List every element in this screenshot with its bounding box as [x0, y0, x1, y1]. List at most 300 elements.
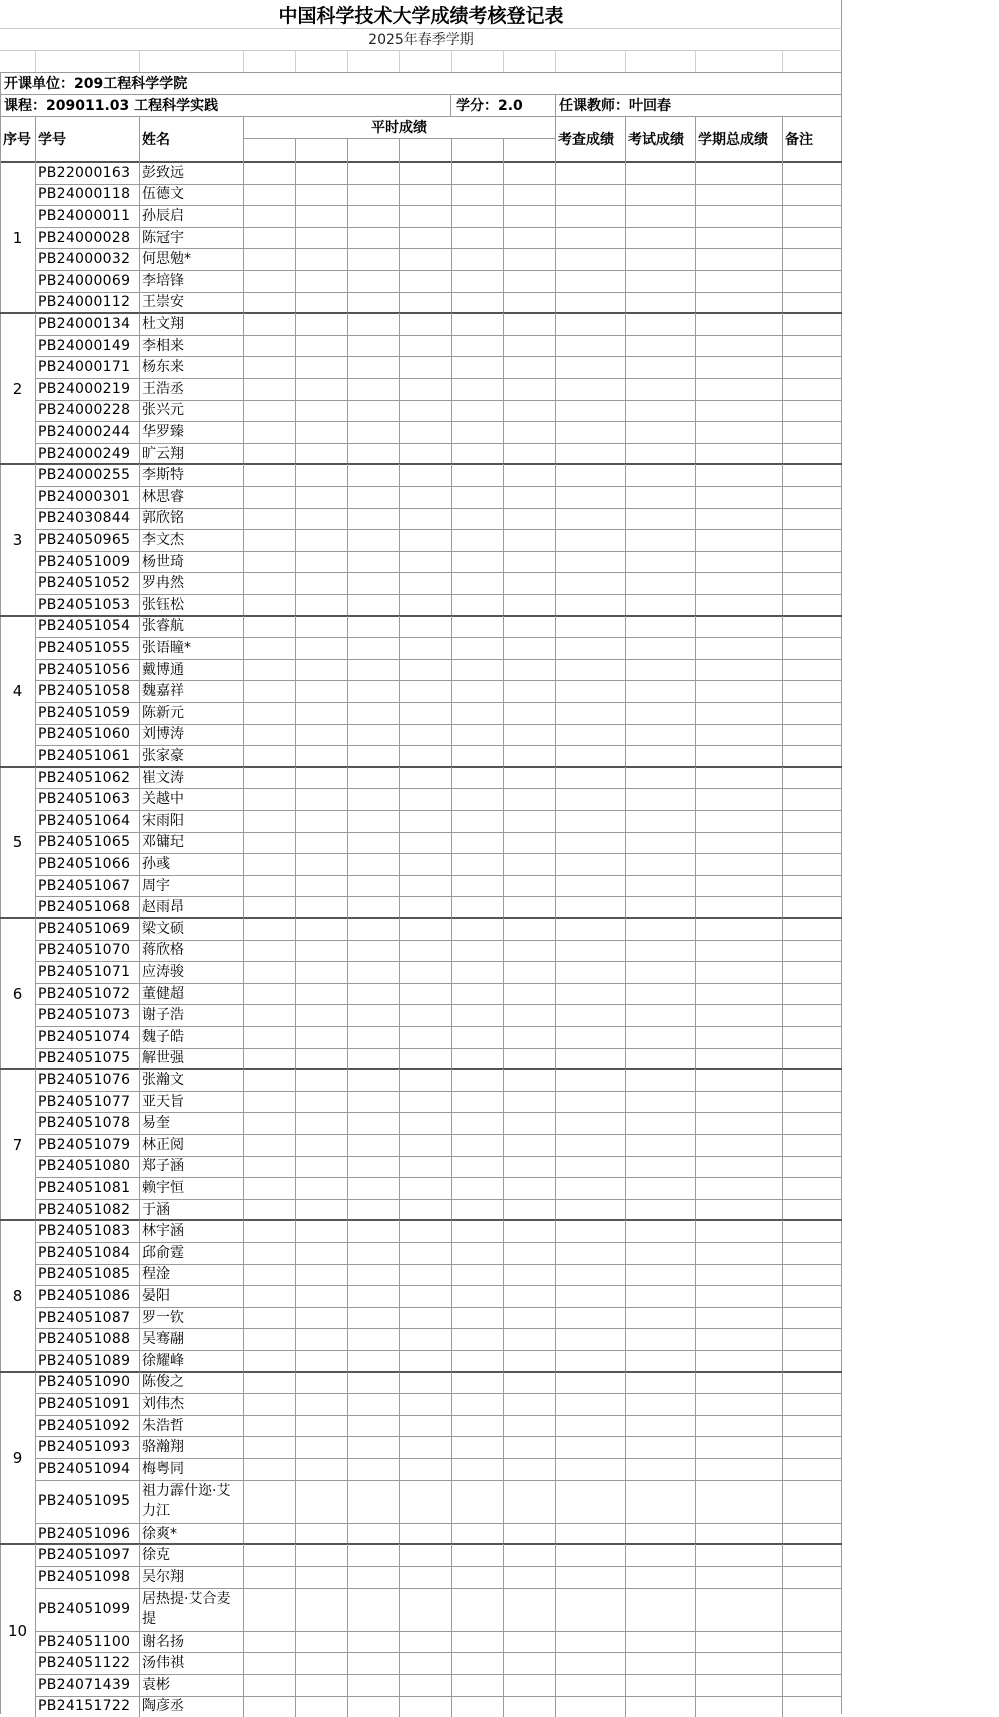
score-input-cell[interactable]: [399, 400, 451, 422]
score-input-cell[interactable]: [503, 335, 555, 357]
score-input-cell[interactable]: [625, 1566, 695, 1588]
score-input-cell[interactable]: [347, 313, 399, 335]
score-input-cell[interactable]: [782, 572, 842, 594]
score-input-cell[interactable]: [399, 205, 451, 227]
score-input-cell[interactable]: [503, 184, 555, 206]
score-input-cell[interactable]: [555, 162, 625, 184]
score-input-cell[interactable]: [782, 702, 842, 724]
score-input-cell[interactable]: [625, 1177, 695, 1199]
score-input-cell[interactable]: [451, 1242, 503, 1264]
score-input-cell[interactable]: [399, 551, 451, 573]
score-input-cell[interactable]: [451, 421, 503, 443]
score-input-cell[interactable]: [555, 1026, 625, 1048]
score-input-cell[interactable]: [503, 594, 555, 616]
score-input-cell[interactable]: [451, 1091, 503, 1113]
score-input-cell[interactable]: [243, 1674, 295, 1696]
score-input-cell[interactable]: [399, 832, 451, 854]
score-input-cell[interactable]: [399, 1220, 451, 1242]
score-input-cell[interactable]: [625, 1436, 695, 1458]
score-input-cell[interactable]: [503, 248, 555, 270]
score-input-cell[interactable]: [782, 1156, 842, 1178]
score-input-cell[interactable]: [451, 248, 503, 270]
score-input-cell[interactable]: [451, 1177, 503, 1199]
score-input-cell[interactable]: [399, 421, 451, 443]
score-input-cell[interactable]: [503, 1436, 555, 1458]
score-input-cell[interactable]: [695, 918, 782, 940]
score-input-cell[interactable]: [555, 832, 625, 854]
score-input-cell[interactable]: [243, 1199, 295, 1221]
score-input-cell[interactable]: [782, 1566, 842, 1588]
score-input-cell[interactable]: [503, 1199, 555, 1221]
score-input-cell[interactable]: [782, 313, 842, 335]
score-input-cell[interactable]: [399, 983, 451, 1005]
score-input-cell[interactable]: [295, 1242, 347, 1264]
score-input-cell[interactable]: [782, 616, 842, 638]
score-input-cell[interactable]: [347, 464, 399, 486]
score-input-cell[interactable]: [503, 162, 555, 184]
score-input-cell[interactable]: [625, 637, 695, 659]
score-input-cell[interactable]: [399, 896, 451, 918]
score-input-cell[interactable]: [347, 572, 399, 594]
score-input-cell[interactable]: [399, 270, 451, 292]
score-input-cell[interactable]: [503, 1177, 555, 1199]
score-input-cell[interactable]: [451, 875, 503, 897]
score-input-cell[interactable]: [503, 724, 555, 746]
score-input-cell[interactable]: [451, 508, 503, 530]
score-input-cell[interactable]: [347, 1242, 399, 1264]
score-input-cell[interactable]: [399, 1523, 451, 1545]
score-input-cell[interactable]: [695, 1177, 782, 1199]
score-input-cell[interactable]: [782, 270, 842, 292]
score-input-cell[interactable]: [347, 702, 399, 724]
score-input-cell[interactable]: [695, 1674, 782, 1696]
score-input-cell[interactable]: [399, 356, 451, 378]
score-input-cell[interactable]: [399, 1156, 451, 1178]
score-input-cell[interactable]: [347, 1091, 399, 1113]
score-input-cell[interactable]: [782, 443, 842, 465]
score-input-cell[interactable]: [782, 853, 842, 875]
score-input-cell[interactable]: [555, 1328, 625, 1350]
score-input-cell[interactable]: [555, 745, 625, 767]
score-input-cell[interactable]: [399, 1674, 451, 1696]
score-input-cell[interactable]: [295, 680, 347, 702]
score-input-cell[interactable]: [243, 443, 295, 465]
score-input-cell[interactable]: [555, 400, 625, 422]
score-input-cell[interactable]: [399, 918, 451, 940]
score-input-cell[interactable]: [782, 1091, 842, 1113]
score-input-cell[interactable]: [695, 313, 782, 335]
score-input-cell[interactable]: [625, 1156, 695, 1178]
score-input-cell[interactable]: [625, 1372, 695, 1394]
score-input-cell[interactable]: [782, 724, 842, 746]
score-input-cell[interactable]: [399, 1415, 451, 1437]
score-input-cell[interactable]: [295, 594, 347, 616]
score-input-cell[interactable]: [695, 1350, 782, 1372]
score-input-cell[interactable]: [243, 918, 295, 940]
score-input-cell[interactable]: [295, 1112, 347, 1134]
score-input-cell[interactable]: [347, 184, 399, 206]
score-input-cell[interactable]: [695, 1004, 782, 1026]
score-input-cell[interactable]: [451, 205, 503, 227]
score-input-cell[interactable]: [503, 1588, 555, 1631]
score-input-cell[interactable]: [347, 508, 399, 530]
score-input-cell[interactable]: [503, 1156, 555, 1178]
score-input-cell[interactable]: [555, 724, 625, 746]
score-input-cell[interactable]: [243, 1048, 295, 1070]
score-input-cell[interactable]: [625, 1242, 695, 1264]
score-input-cell[interactable]: [295, 1220, 347, 1242]
score-input-cell[interactable]: [625, 1285, 695, 1307]
score-input-cell[interactable]: [399, 1004, 451, 1026]
score-input-cell[interactable]: [243, 637, 295, 659]
score-input-cell[interactable]: [451, 1328, 503, 1350]
score-input-cell[interactable]: [695, 788, 782, 810]
score-input-cell[interactable]: [347, 616, 399, 638]
score-input-cell[interactable]: [782, 248, 842, 270]
score-input-cell[interactable]: [555, 1523, 625, 1545]
score-input-cell[interactable]: [625, 400, 695, 422]
score-input-cell[interactable]: [243, 227, 295, 249]
score-input-cell[interactable]: [695, 832, 782, 854]
score-input-cell[interactable]: [695, 572, 782, 594]
score-input-cell[interactable]: [503, 1631, 555, 1653]
score-input-cell[interactable]: [243, 1393, 295, 1415]
score-input-cell[interactable]: [555, 1544, 625, 1566]
score-input-cell[interactable]: [695, 724, 782, 746]
score-input-cell[interactable]: [295, 162, 347, 184]
score-input-cell[interactable]: [503, 1523, 555, 1545]
score-input-cell[interactable]: [695, 1048, 782, 1070]
score-input-cell[interactable]: [295, 1350, 347, 1372]
score-input-cell[interactable]: [695, 1328, 782, 1350]
score-input-cell[interactable]: [243, 1177, 295, 1199]
score-input-cell[interactable]: [625, 1350, 695, 1372]
score-input-cell[interactable]: [555, 508, 625, 530]
score-input-cell[interactable]: [503, 616, 555, 638]
score-input-cell[interactable]: [347, 1004, 399, 1026]
score-input-cell[interactable]: [782, 1026, 842, 1048]
score-input-cell[interactable]: [625, 378, 695, 400]
score-input-cell[interactable]: [503, 896, 555, 918]
score-input-cell[interactable]: [782, 1004, 842, 1026]
score-input-cell[interactable]: [503, 1458, 555, 1480]
score-input-cell[interactable]: [555, 1307, 625, 1329]
score-input-cell[interactable]: [555, 270, 625, 292]
score-input-cell[interactable]: [695, 1091, 782, 1113]
score-input-cell[interactable]: [782, 1631, 842, 1653]
score-input-cell[interactable]: [295, 1372, 347, 1394]
score-input-cell[interactable]: [625, 1523, 695, 1545]
score-input-cell[interactable]: [295, 248, 347, 270]
score-input-cell[interactable]: [243, 1307, 295, 1329]
score-input-cell[interactable]: [243, 1242, 295, 1264]
score-input-cell[interactable]: [295, 184, 347, 206]
score-input-cell[interactable]: [503, 1372, 555, 1394]
score-input-cell[interactable]: [295, 1674, 347, 1696]
score-input-cell[interactable]: [782, 227, 842, 249]
score-input-cell[interactable]: [399, 1091, 451, 1113]
score-input-cell[interactable]: [399, 248, 451, 270]
score-input-cell[interactable]: [782, 421, 842, 443]
score-input-cell[interactable]: [555, 1199, 625, 1221]
score-input-cell[interactable]: [695, 637, 782, 659]
score-input-cell[interactable]: [347, 810, 399, 832]
score-input-cell[interactable]: [399, 788, 451, 810]
score-input-cell[interactable]: [555, 443, 625, 465]
score-input-cell[interactable]: [782, 1372, 842, 1394]
score-input-cell[interactable]: [503, 637, 555, 659]
score-input-cell[interactable]: [625, 1480, 695, 1523]
score-input-cell[interactable]: [555, 918, 625, 940]
score-input-cell[interactable]: [451, 572, 503, 594]
score-input-cell[interactable]: [399, 529, 451, 551]
score-input-cell[interactable]: [347, 1652, 399, 1674]
score-input-cell[interactable]: [695, 400, 782, 422]
score-input-cell[interactable]: [503, 551, 555, 573]
score-input-cell[interactable]: [625, 961, 695, 983]
score-input-cell[interactable]: [625, 680, 695, 702]
score-input-cell[interactable]: [243, 616, 295, 638]
score-input-cell[interactable]: [695, 940, 782, 962]
score-input-cell[interactable]: [555, 1156, 625, 1178]
score-input-cell[interactable]: [782, 875, 842, 897]
score-input-cell[interactable]: [503, 745, 555, 767]
score-input-cell[interactable]: [243, 1415, 295, 1437]
score-input-cell[interactable]: [695, 292, 782, 314]
score-input-cell[interactable]: [555, 1588, 625, 1631]
score-input-cell[interactable]: [555, 227, 625, 249]
score-input-cell[interactable]: [782, 637, 842, 659]
score-input-cell[interactable]: [451, 486, 503, 508]
score-input-cell[interactable]: [695, 464, 782, 486]
score-input-cell[interactable]: [625, 853, 695, 875]
score-input-cell[interactable]: [295, 1393, 347, 1415]
score-input-cell[interactable]: [451, 529, 503, 551]
score-input-cell[interactable]: [503, 313, 555, 335]
score-input-cell[interactable]: [399, 1631, 451, 1653]
score-input-cell[interactable]: [503, 1415, 555, 1437]
score-input-cell[interactable]: [451, 1048, 503, 1070]
score-input-cell[interactable]: [503, 1026, 555, 1048]
score-input-cell[interactable]: [399, 1199, 451, 1221]
score-input-cell[interactable]: [451, 1220, 503, 1242]
score-input-cell[interactable]: [347, 659, 399, 681]
score-input-cell[interactable]: [451, 1112, 503, 1134]
score-input-cell[interactable]: [451, 702, 503, 724]
score-input-cell[interactable]: [555, 1350, 625, 1372]
score-input-cell[interactable]: [399, 1393, 451, 1415]
score-input-cell[interactable]: [782, 184, 842, 206]
score-input-cell[interactable]: [503, 1134, 555, 1156]
score-input-cell[interactable]: [243, 292, 295, 314]
score-input-cell[interactable]: [295, 1566, 347, 1588]
score-input-cell[interactable]: [243, 767, 295, 789]
score-input-cell[interactable]: [295, 983, 347, 1005]
score-input-cell[interactable]: [451, 1544, 503, 1566]
score-input-cell[interactable]: [243, 1285, 295, 1307]
score-input-cell[interactable]: [295, 1480, 347, 1523]
score-input-cell[interactable]: [782, 594, 842, 616]
score-input-cell[interactable]: [503, 918, 555, 940]
score-input-cell[interactable]: [399, 1458, 451, 1480]
score-input-cell[interactable]: [347, 1307, 399, 1329]
score-input-cell[interactable]: [503, 1112, 555, 1134]
score-input-cell[interactable]: [451, 659, 503, 681]
score-input-cell[interactable]: [451, 335, 503, 357]
score-input-cell[interactable]: [399, 1328, 451, 1350]
score-input-cell[interactable]: [347, 356, 399, 378]
score-input-cell[interactable]: [555, 1134, 625, 1156]
score-input-cell[interactable]: [243, 551, 295, 573]
score-input-cell[interactable]: [399, 745, 451, 767]
score-input-cell[interactable]: [347, 983, 399, 1005]
score-input-cell[interactable]: [503, 1652, 555, 1674]
score-input-cell[interactable]: [555, 551, 625, 573]
score-input-cell[interactable]: [243, 464, 295, 486]
score-input-cell[interactable]: [243, 788, 295, 810]
score-input-cell[interactable]: [399, 1069, 451, 1091]
score-input-cell[interactable]: [625, 313, 695, 335]
score-input-cell[interactable]: [399, 702, 451, 724]
score-input-cell[interactable]: [782, 1588, 842, 1631]
score-input-cell[interactable]: [399, 1134, 451, 1156]
score-input-cell[interactable]: [295, 1307, 347, 1329]
score-input-cell[interactable]: [555, 184, 625, 206]
score-input-cell[interactable]: [399, 1026, 451, 1048]
score-input-cell[interactable]: [347, 875, 399, 897]
score-input-cell[interactable]: [625, 1134, 695, 1156]
score-input-cell[interactable]: [243, 270, 295, 292]
score-input-cell[interactable]: [782, 400, 842, 422]
score-input-cell[interactable]: [625, 1544, 695, 1566]
score-input-cell[interactable]: [625, 551, 695, 573]
score-input-cell[interactable]: [243, 1112, 295, 1134]
score-input-cell[interactable]: [243, 1026, 295, 1048]
score-input-cell[interactable]: [295, 378, 347, 400]
score-input-cell[interactable]: [695, 1415, 782, 1437]
score-input-cell[interactable]: [555, 378, 625, 400]
score-input-cell[interactable]: [399, 1436, 451, 1458]
score-input-cell[interactable]: [695, 680, 782, 702]
score-input-cell[interactable]: [555, 594, 625, 616]
score-input-cell[interactable]: [451, 184, 503, 206]
score-input-cell[interactable]: [782, 680, 842, 702]
score-input-cell[interactable]: [782, 767, 842, 789]
score-input-cell[interactable]: [347, 1674, 399, 1696]
score-input-cell[interactable]: [243, 1220, 295, 1242]
score-input-cell[interactable]: [782, 356, 842, 378]
score-input-cell[interactable]: [399, 1264, 451, 1286]
score-input-cell[interactable]: [451, 356, 503, 378]
score-input-cell[interactable]: [782, 1458, 842, 1480]
score-input-cell[interactable]: [695, 875, 782, 897]
score-input-cell[interactable]: [243, 680, 295, 702]
score-input-cell[interactable]: [399, 313, 451, 335]
score-input-cell[interactable]: [295, 572, 347, 594]
score-input-cell[interactable]: [625, 1415, 695, 1437]
score-input-cell[interactable]: [399, 1112, 451, 1134]
score-input-cell[interactable]: [555, 961, 625, 983]
score-input-cell[interactable]: [295, 529, 347, 551]
score-input-cell[interactable]: [782, 1285, 842, 1307]
score-input-cell[interactable]: [695, 1069, 782, 1091]
score-input-cell[interactable]: [782, 1544, 842, 1566]
score-input-cell[interactable]: [503, 205, 555, 227]
score-input-cell[interactable]: [451, 1026, 503, 1048]
score-input-cell[interactable]: [399, 227, 451, 249]
score-input-cell[interactable]: [243, 594, 295, 616]
score-input-cell[interactable]: [451, 162, 503, 184]
score-input-cell[interactable]: [347, 724, 399, 746]
score-input-cell[interactable]: [555, 1069, 625, 1091]
score-input-cell[interactable]: [295, 1091, 347, 1113]
score-input-cell[interactable]: [625, 616, 695, 638]
score-input-cell[interactable]: [555, 616, 625, 638]
score-input-cell[interactable]: [625, 1393, 695, 1415]
score-input-cell[interactable]: [243, 1523, 295, 1545]
score-input-cell[interactable]: [695, 248, 782, 270]
score-input-cell[interactable]: [695, 1242, 782, 1264]
score-input-cell[interactable]: [555, 529, 625, 551]
score-input-cell[interactable]: [295, 313, 347, 335]
score-input-cell[interactable]: [399, 616, 451, 638]
score-input-cell[interactable]: [782, 205, 842, 227]
score-input-cell[interactable]: [295, 551, 347, 573]
score-input-cell[interactable]: [625, 983, 695, 1005]
score-input-cell[interactable]: [347, 1156, 399, 1178]
score-input-cell[interactable]: [503, 529, 555, 551]
score-input-cell[interactable]: [782, 983, 842, 1005]
score-input-cell[interactable]: [347, 940, 399, 962]
score-input-cell[interactable]: [243, 1588, 295, 1631]
score-input-cell[interactable]: [555, 788, 625, 810]
score-input-cell[interactable]: [503, 961, 555, 983]
score-input-cell[interactable]: [243, 659, 295, 681]
score-input-cell[interactable]: [625, 1112, 695, 1134]
score-input-cell[interactable]: [347, 1264, 399, 1286]
score-input-cell[interactable]: [782, 745, 842, 767]
score-input-cell[interactable]: [503, 356, 555, 378]
score-input-cell[interactable]: [295, 421, 347, 443]
score-input-cell[interactable]: [625, 745, 695, 767]
score-input-cell[interactable]: [695, 1285, 782, 1307]
score-input-cell[interactable]: [625, 810, 695, 832]
score-input-cell[interactable]: [782, 918, 842, 940]
score-input-cell[interactable]: [503, 702, 555, 724]
score-input-cell[interactable]: [295, 1134, 347, 1156]
score-input-cell[interactable]: [625, 1264, 695, 1286]
score-input-cell[interactable]: [243, 745, 295, 767]
score-input-cell[interactable]: [399, 464, 451, 486]
score-input-cell[interactable]: [295, 745, 347, 767]
score-input-cell[interactable]: [695, 205, 782, 227]
score-input-cell[interactable]: [695, 594, 782, 616]
score-input-cell[interactable]: [295, 1156, 347, 1178]
score-input-cell[interactable]: [451, 1372, 503, 1394]
score-input-cell[interactable]: [555, 205, 625, 227]
score-input-cell[interactable]: [347, 832, 399, 854]
score-input-cell[interactable]: [399, 1242, 451, 1264]
score-input-cell[interactable]: [243, 853, 295, 875]
score-input-cell[interactable]: [243, 356, 295, 378]
score-input-cell[interactable]: [243, 1458, 295, 1480]
score-input-cell[interactable]: [295, 1048, 347, 1070]
score-input-cell[interactable]: [295, 1458, 347, 1480]
score-input-cell[interactable]: [399, 508, 451, 530]
score-input-cell[interactable]: [451, 961, 503, 983]
score-input-cell[interactable]: [695, 1544, 782, 1566]
score-input-cell[interactable]: [625, 832, 695, 854]
